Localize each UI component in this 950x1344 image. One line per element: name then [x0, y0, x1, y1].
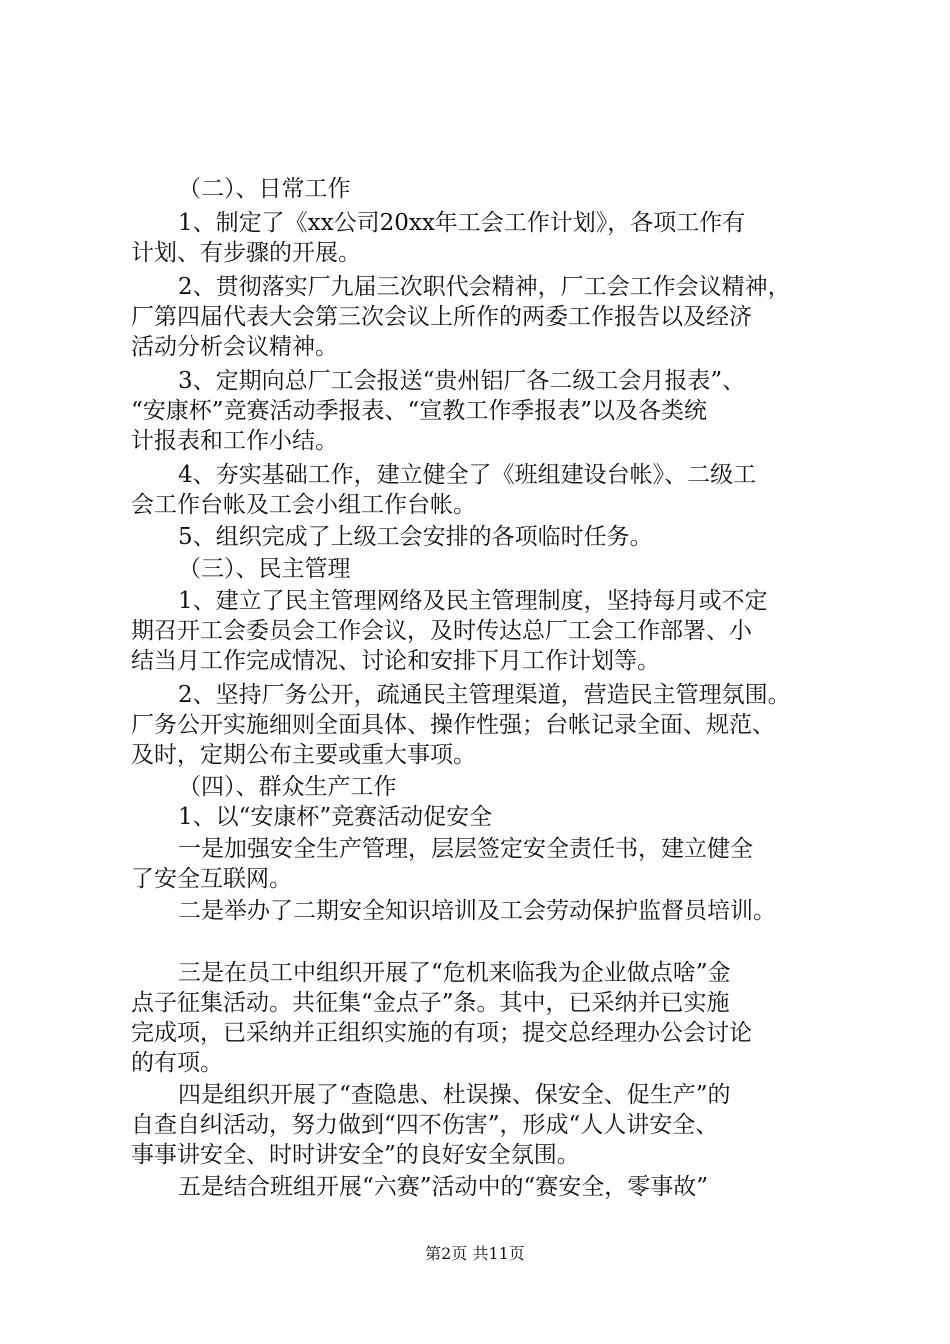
- paragraph-line: 自查自纠活动，努力做到“四不伤害”，形成“人人讲安全、: [131, 1112, 719, 1138]
- paragraph-line: 2、贯彻落实厂九届三次职代会精神，厂工会工作会议精神，: [178, 274, 791, 300]
- paragraph-line: 完成项，已采纳并正组织实施的有项；提交总经理办公会讨论: [131, 1020, 752, 1046]
- paragraph-line: 一是加强安全生产管理，层层签定安全责任书，建立健全: [178, 836, 753, 862]
- paragraph-line: 1、建立了民主管理网络及民主管理制度，坚持每月或不定: [178, 588, 768, 614]
- heading-mass-production: （四）、群众生产工作: [178, 774, 397, 800]
- paragraph-line: 四是组织开展了“查隐患、杜误操、保安全、促生产”的: [178, 1082, 731, 1108]
- heading-daily-work: （二）、日常工作: [178, 176, 351, 202]
- paragraph-line: 的有项。: [131, 1050, 223, 1076]
- heading-democratic-management: （三）、民主管理: [178, 556, 351, 582]
- paragraph-line: 5、组织完成了上级工会安排的各项临时任务。: [178, 524, 653, 550]
- paragraph-line: 4、夯实基础工作，建立健全了《班组建设台帐》、二级工: [178, 462, 757, 488]
- paragraph-line: 三是在员工中组织开展了“危机来临我为企业做点啥”金: [178, 960, 731, 986]
- paragraph-line: 点子征集活动。共征集“金点子”条。其中，已采纳并已实施: [131, 990, 730, 1016]
- paragraph-line: 2、坚持厂务公开，疏通民主管理渠道，营造民主管理氛围。: [178, 682, 791, 708]
- paragraph-line: 期召开工会委员会工作会议，及时传达总厂工会工作部署、小: [131, 618, 752, 644]
- paragraph-line: 事事讲安全、时时讲安全”的良好安全氛围。: [131, 1142, 580, 1168]
- paragraph-line: 二是举办了二期安全知识培训及工会劳动保护监督员培训。: [178, 898, 776, 924]
- paragraph-line: 厂第四届代表大会第三次会议上所作的两委工作报告以及经济: [131, 304, 752, 330]
- page-number-footer: 第2页 共11页: [425, 1244, 525, 1263]
- paragraph-line: 五是结合班组开展“六赛”活动中的“赛安全，零事故”: [178, 1174, 709, 1200]
- paragraph-line: 及时，定期公布主要或重大事项。: [131, 742, 476, 768]
- paragraph-line: 会工作台帐及工会小组工作台帐。: [131, 492, 476, 518]
- paragraph-line: 1、以“安康杯”竞赛活动促安全: [178, 804, 493, 830]
- paragraph-line: 3、定期向总厂工会报送“贵州铝厂各二级工会月报表”、: [178, 368, 746, 394]
- paragraph-line: 计划、有步骤的开展。: [131, 240, 361, 266]
- paragraph-line: 计报表和工作小结。: [131, 428, 338, 454]
- paragraph-line: 厂务公开实施细则全面具体、操作性强；台帐记录全面、规范、: [131, 712, 775, 738]
- paragraph-line: 1、制定了《xx公司20xx年工会工作计划》，各项工作有: [178, 210, 746, 236]
- paragraph-line: 了安全互联网。: [131, 866, 292, 892]
- paragraph-line: 活动分析会议精神。: [131, 334, 338, 360]
- paragraph-line: 结当月工作完成情况、讨论和安排下月工作计划等。: [131, 648, 660, 674]
- paragraph-line: “安康杯”竞赛活动季报表、“宣教工作季报表”以及各类统: [131, 398, 708, 424]
